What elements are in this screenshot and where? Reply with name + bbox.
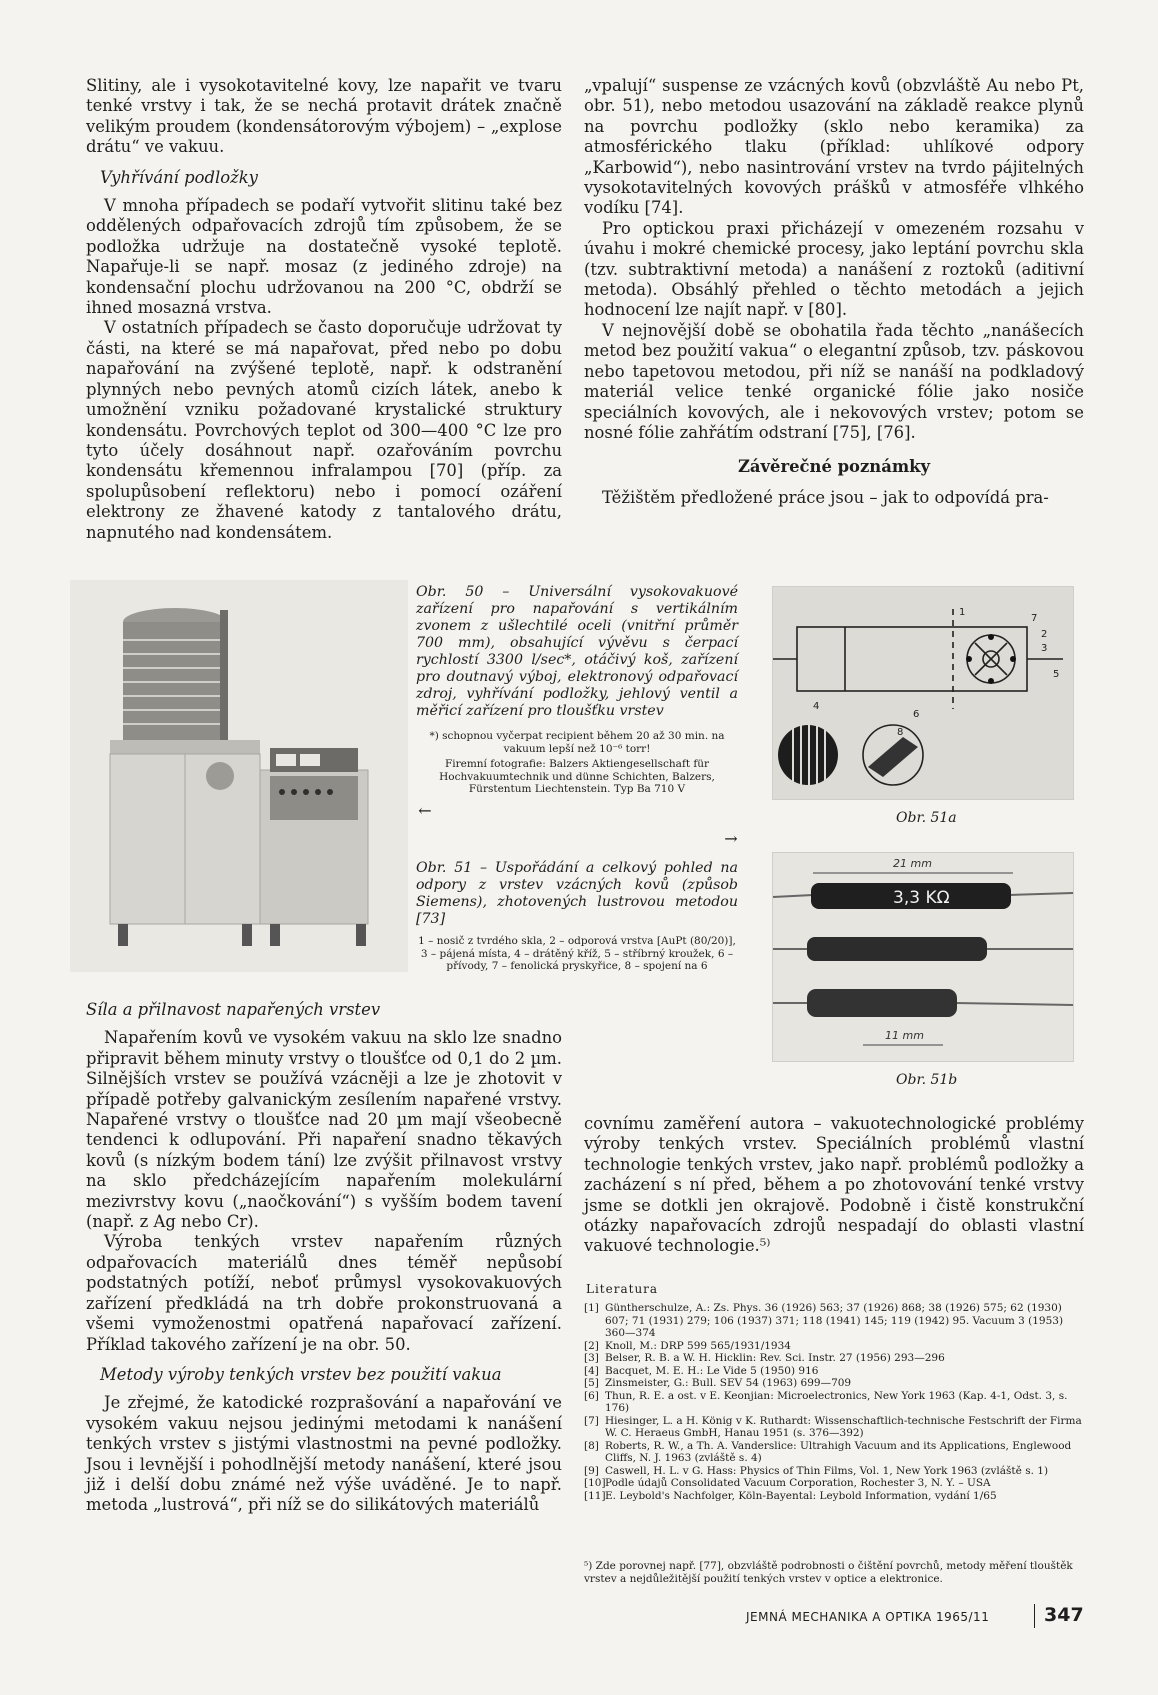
resistors-photo xyxy=(773,853,1073,1061)
fig51b-photo xyxy=(772,852,1074,1062)
reference-text: Hiesinger, L. a H. König v K. Ruthardt: Wissenschaftlich-technische Festschrift der Firma W. C. Heraeus GmbH, Hanau 1951 (s. 376—392) xyxy=(605,1414,1082,1439)
right-column-top xyxy=(584,76,1084,508)
footnote: ⁵) Zde porovnej např. [77], obzvláště podrobnosti o čištění povrchů, metody měření tlouštěk vrstev a nejdůležitější použití tenkých vrstev v optice a elektronice. xyxy=(584,1560,1073,1585)
reference-item xyxy=(584,1340,1082,1353)
reference-text: Podle údajů Consolidated Vacuum Corporation, Rochester 3, N. Y. – USA xyxy=(605,1477,991,1489)
left-column-lower xyxy=(86,990,562,1516)
journal-footer: JEMNÁ MECHANIKA A OPTIKA 1965/11 xyxy=(746,1610,990,1624)
diagram-label: 5 xyxy=(1053,669,1060,680)
dimension-label: 21 mm xyxy=(893,857,932,870)
diagram-label: 7 xyxy=(1031,613,1038,624)
reference-item xyxy=(584,1465,1082,1478)
reference-text: Caswell, H. L. v G. Hass: Physics of Thin Films, Vol. 1, New York 1963 (zvláště s. 1) xyxy=(605,1464,1049,1477)
fig50-caption: Obr. 50 – Universální vysokovakuové zařízení pro napařování s vertikálním zvonem z ušlechtilé oceli (vnitřní průměr 700 mm), obsahující vývěvu s čerpací rychlostí 3300 l/sec*, otáčivý koš, zařízení pro doutnavý výboj, elektronový odpařovací zdroj, vyhřívání podložky, jehlový ventil a měřicí zařízení pro tloušťku vrstev xyxy=(416,584,738,719)
page-number: 347 xyxy=(1044,1604,1084,1626)
section-heading: Síla a přilnavost napařených vrstev xyxy=(86,1000,381,1019)
reference-number: [5] xyxy=(584,1377,599,1389)
fig51a-diagram xyxy=(772,586,1074,800)
reference-item xyxy=(584,1490,1082,1503)
fig51-caption: Obr. 51 – Uspořádání a celkový pohled na odpory z vrstev vzácných kovů (způsob Siemens), zhotovených lustrovou metodou [73] xyxy=(416,860,738,927)
fig51b-label: Obr. 51b xyxy=(896,1072,958,1088)
dimension-label: 11 mm xyxy=(885,1029,924,1042)
reference-number: [10] xyxy=(584,1477,606,1489)
literature-title: Literatura xyxy=(586,1282,659,1296)
reference-number: [2] xyxy=(584,1339,599,1352)
paragraph: Výroba tenkých vrstev napařením různých odpařovacích materiálů dnes téměř nepůsobí podstatných potíží, neboť průmysl vysokovakuových zařízení předkládá na trh dobře prokonstruovaná a všemi vymoženostmi opatřená napařovací zařízení. Příklad takového zařízení je na obr. 50. xyxy=(86,1232,562,1354)
paragraph: V ostatních případech se často doporučuje udržovat ty části, na které se má napařovat, před nebo po dobu napařování na zvýšené teplotě, např. k odstranění plynných nebo pevných atomů cizích látek, anebo k umožnění vzniku požadované krystalické struktury kondensátu. Povrchových teplot od 300—400 °C lze pro tyto účely dosáhnout např. ozařováním povrchu kondensátu křemennou infralampou [70] (příp. za spolupůsobení reflektoru) nebo i pomocí ozáření elektrony ze žhavené katody z tantalového drátu, napnutého nad kondensátem. xyxy=(86,318,562,542)
diagram-label: 3 xyxy=(1041,643,1048,654)
reference-text: Belser, R. B. a W. H. Hicklin: Rev. Sci. Instr. 27 (1956) 293—296 xyxy=(605,1352,945,1364)
diagram-label: 1 xyxy=(959,607,966,618)
reference-number: [8] xyxy=(584,1439,599,1452)
reference-item xyxy=(584,1365,1082,1378)
reference-item xyxy=(584,1302,1082,1340)
reference-text: E. Leybold's Nachfolger, Köln-Bayental: Leybold Information, vydání 1/65 xyxy=(605,1489,997,1502)
reference-text: Bacquet, M. E. H.: Le Vide 5 (1950) 916 xyxy=(605,1364,819,1377)
paragraph: Je zřejmé, že katodické rozprašování a napařování ve vysokém vakuu nejsou jedinými metodami k nanášení tenkých vrstev s jistými vlastnostmi na pevné podložky. Jsou i levnější i pohodlnější metody nanášení, které jsou již i delší dobu známé než výše uváděné. Je to např. metoda „lustrová“, při níž se do silikátových materiálů xyxy=(86,1393,562,1515)
fig51a-label: Obr. 51a xyxy=(896,810,957,826)
diagram-label: 4 xyxy=(813,701,820,712)
paragraph: Slitiny, ale i vysokotavitelné kovy, lze napařit ve tvaru tenké vrstvy i tak, že se nechá protavit drátek značně velikým proudem (kondensátorovým výbojem) – „explose drátu“ ve vakuu. xyxy=(86,76,562,157)
reference-item xyxy=(584,1352,1082,1365)
section-heading: Závěrečné poznámky xyxy=(737,457,931,477)
reference-number: [4] xyxy=(584,1364,599,1377)
section-heading: Metody výroby tenkých vrstev bez použití vakua xyxy=(100,1364,502,1384)
resistor-value: 3,3 KΩ xyxy=(893,888,950,908)
reference-text: Knoll, M.: DRP 599 565/1931/1934 xyxy=(605,1339,791,1352)
reference-item xyxy=(584,1390,1082,1415)
reference-text: Roberts, R. W., a Th. A. Vanderslice: Ultrahigh Vacuum and its Applications, Englewood Cliffs, N. J. 1963 (zvláště s. 4) xyxy=(605,1439,1072,1464)
reference-number: [7] xyxy=(584,1414,599,1427)
reference-number: [1] xyxy=(584,1302,599,1314)
right-column-lower xyxy=(584,1114,1084,1257)
reference-list xyxy=(584,1302,1082,1502)
paragraph: V mnoha případech se podaří vytvořit slitinu také bez oddělených odpařovacích zdrojů tím způsobem, že se podložka udržuje na dostatečně vysoké teplotě. Napařuje-li se např. mosaz (z jediného zdroje) na kondensační plochu udržovanou na 200 °C, obdrží se ihned mosazná vrstva. xyxy=(86,196,562,318)
reference-item xyxy=(584,1477,1082,1490)
footer-divider xyxy=(1034,1604,1035,1628)
reference-item xyxy=(584,1377,1082,1390)
paragraph: V nejnovější době se obohatila řada těchto „nanášecích metod bez použití vakua“ o elegantní způsob, tzv. páskovou nebo tapetovou metodou, při níž se nanáší na podkladový materiál velice tenké organické fólie jako nosiče speciálních kovových, ale i nekovových vrstev; potom se nosné fólie zahřátím odstraní [75], [76]. xyxy=(584,320,1084,442)
reference-item xyxy=(584,1415,1082,1440)
reference-number: [9] xyxy=(584,1464,599,1477)
reference-text: Zinsmeister, G.: Bull. SEV 54 (1963) 699—709 xyxy=(605,1377,852,1389)
reference-text: Güntherschulze, A.: Zs. Phys. 36 (1926) 563; 37 (1926) 868; 38 (1926) 575; 62 (1930) 607; 71 (1931) 279; 106 (1937) 371; 118 (1941) 145; 119 (1942) 95. Vacuum 3 (1953) 360—374 xyxy=(605,1302,1064,1339)
fig50-note: *) schopnou vyčerpat recipient během 20 až 30 min. na vakuum lepší než 10⁻⁶ torr! xyxy=(429,730,725,755)
apparatus-illustration xyxy=(70,580,408,972)
reference-number: [11] xyxy=(584,1489,606,1502)
paragraph: covnímu zaměření autora – vakuotechnologické problémy výroby tenkých vrstev. Speciálních problémů vlastní technologie tenkých vrstev, jako např. problémů podložky a zacházení s ní před, během a po zhotovování tenké vrstvy jsme se dotkli jen okrajově. Podobně i čistě konstrukční otázky napařovacích zdrojů nespadají do oblasti vlastní vakuové technologie.⁵⁾ xyxy=(584,1114,1084,1256)
fig50-credit: Firemní fotografie: Balzers Aktiengesellschaft für Hochvakuumtechnik und dünne Schichten, Balzers, Fürstentum Liechtenstein. Typ Ba 710 V xyxy=(439,758,715,795)
diagram-label: 2 xyxy=(1041,629,1048,640)
diagram-label: 6 xyxy=(913,709,920,720)
reference-item xyxy=(584,1440,1082,1465)
section-heading: Vyhřívání podložky xyxy=(100,167,258,187)
reference-number: [6] xyxy=(584,1389,599,1402)
vacuum-apparatus-photo xyxy=(70,580,408,972)
paragraph: Pro optickou praxi přicházejí v omezeném rozsahu v úvahu i mokré chemické procesy, jako leptání povrchu skla (tzv. subtraktivní metoda) a nanášení z roztoků (aditivní metoda). Obsáhlý přehled o těchto metodách a jejich hodnocení lze najít např. v [80]. xyxy=(584,218,1084,320)
paragraph: Napařením kovů ve vysokém vakuu na sklo lze snadno připravit během minuty vrstvy o tloušťce od 0,1 do 2 µm. Silnějších vrstev se používá vzácněji a lze je zhotovit v případě potřeby galvanickým zesílením napařené vrstvy. Napařené vrstvy o tloušťce nad 20 µm mají všeobecně tendenci k odlupování. Při napaření snadno těkavých kovů (s nízkým bodem tání) lze zvýšit přilnavost vrstvy na sklo předcházejícím napařením molekulární mezivrstvy kovu („naočkování“) s vyšším bodem tavení (např. z Ag nebo Cr). xyxy=(86,1028,562,1232)
paragraph: „vpalují“ suspense ze vzácných kovů (obzvláště Au nebo Pt, obr. 51), nebo metodou usazování na základě reakce plynů na povrchu podložky (sklo nebo keramika) za atmosférického tlaku (příklad: uhlíkové odpory „Karbowid“), nebo nasintrování vrstev na tvrdo pájitelných vysokotavitelných kovových prášků v atmosféře vlhkého vodíku [74]. xyxy=(584,76,1084,218)
resistor-schematic xyxy=(773,587,1073,799)
paragraph: Těžištěm předložené práce jsou – jak to odpovídá pra- xyxy=(602,487,1049,507)
reference-text: Thun, R. E. a ost. v E. Keonjian: Microelectronics, New York 1963 (Kap. 4-1, Odst. 3, s. 176) xyxy=(605,1389,1068,1414)
fig51-arrow: → xyxy=(724,829,738,848)
fig51-legend: 1 – nosič z tvrdého skla, 2 – odporová vrstva [AuPt (80/20)], 3 – pájená místa, 4 – drátěný kříž, 5 – stříbrný kroužek, 6 – přívody, 7 – fenolická pryskyřice, 8 – spojení na 6 xyxy=(418,935,736,972)
reference-number: [3] xyxy=(584,1352,599,1364)
left-column-top xyxy=(86,76,562,543)
fig50-arrow: ← xyxy=(418,801,432,820)
diagram-label: 8 xyxy=(897,727,904,738)
